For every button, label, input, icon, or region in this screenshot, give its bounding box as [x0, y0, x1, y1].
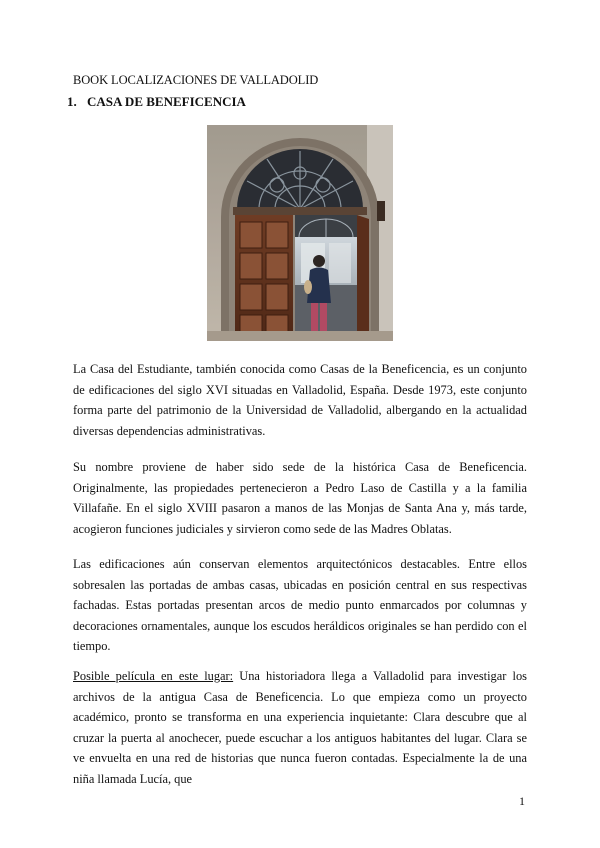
document-heading: BOOK LOCALIZACIONES DE VALLADOLID: [73, 73, 319, 87]
doorway-photo: [207, 125, 393, 341]
film-idea-label: Posible película en este lugar:: [73, 669, 234, 683]
paragraph-4: [73, 666, 527, 790]
film-idea-text: Una historiadora llega a Valladolid para investigar los archivos de la antigua Casa de Beneficencia. Lo que empieza como un proyecto académico, pronto se transforma en una experiencia inquietante: Clara descubre que al cruzar la puerta al anochecer, puede escuchar a los antiguos habitantes del lugar. Clara se ve envuelta en una red de historias que nunca fueron contadas. Especialmente la de una niña llamada Lucía, que: [73, 669, 527, 786]
section-title-text: CASA DE BENEFICENCIA: [87, 94, 246, 109]
arched-doorway-icon: [207, 125, 393, 341]
section-number: 1.: [67, 94, 77, 109]
page-number: 1: [519, 794, 525, 808]
paragraph-3: Las edificaciones aún conservan elementos arquitectónicos destacables. Entre ellos sobresalen las portadas de ambas casas, ubicadas en posición central en sus respectivas fachadas. Estas portadas presentan arcos de medio punto enmarcados por columnas y decoraciones ornamentales, aunque los escudos heráldicos originales se han perdido con el tiempo.: [73, 557, 527, 654]
paragraph-1: La Casa del Estudiante, también conocida como Casas de la Beneficencia, es un conjunto de edificaciones del siglo XVI situadas en Valladolid, España. Desde 1973, este conjunto forma parte del patrimonio de la Universidad de Valladolid, albergando en la actualidad diversas dependencias administrativas.: [73, 362, 527, 438]
section-title: [67, 94, 246, 110]
paragraph-2: Su nombre proviene de haber sido sede de la histórica Casa de Beneficencia. Originalmente, las propiedades pertenecieron a Pedro Laso de Castilla y a la familia Villafañe. En el siglo XVIII pasaron a manos de las Monjas de Santa Ana y, más tarde, acogieron funciones judiciales y sirvieron como sede de las Madres Oblatas.: [73, 460, 527, 536]
